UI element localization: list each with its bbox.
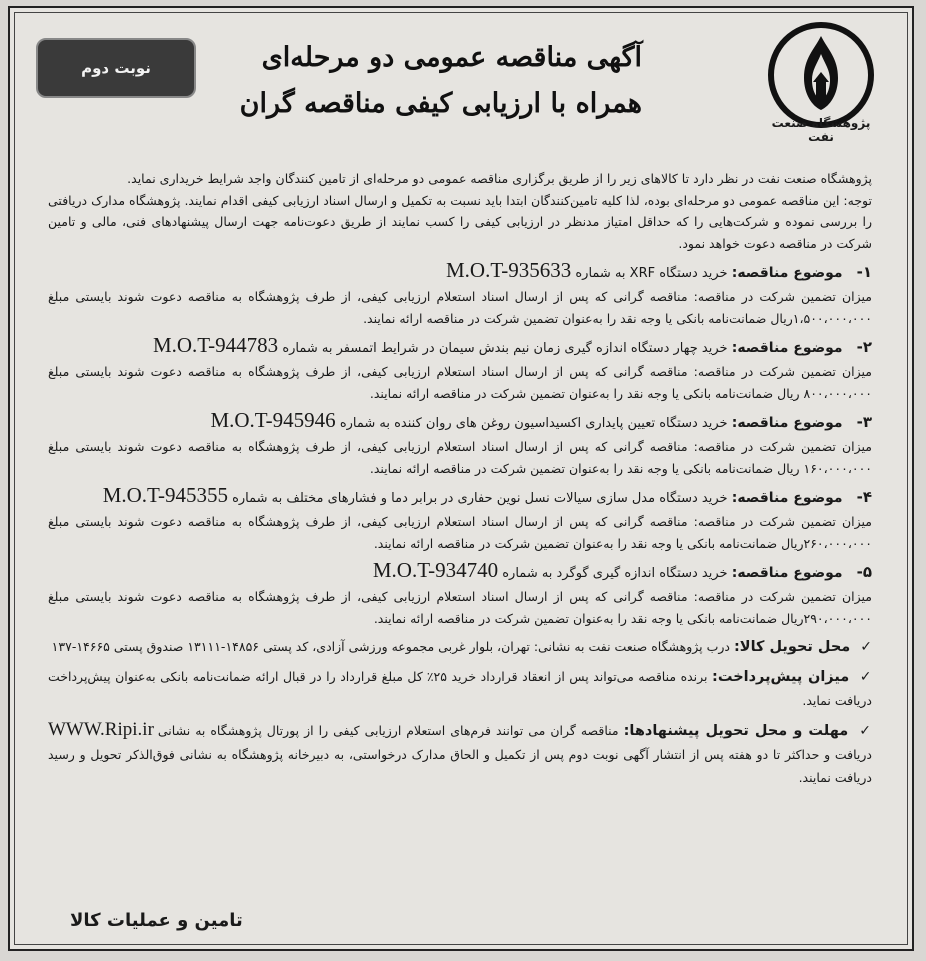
tender-item (48, 483, 872, 554)
tender-item-heading (48, 408, 872, 436)
check-icon: ✓ (859, 723, 872, 739)
tender-item (48, 558, 872, 629)
tender-item-code: M.O.T-945946 (210, 408, 336, 432)
tender-item-number: ۴- (856, 488, 872, 506)
tender-item-description: خرید دستگاه مدل سازی سیالات نسل نوین حفاری در برابر دما و فشارهای مختلف به شماره (232, 491, 728, 506)
tender-item (48, 333, 872, 404)
tender-item-code: M.O.T-934740 (372, 558, 499, 582)
tender-subject-label: موضوع مناقصه: (731, 340, 843, 356)
tender-item-description: خرید دستگاه اندازه گیری گوگرد به شماره (502, 566, 728, 581)
deadline-text-a: مناقصه گران می توانند فرم‌های استعلام ارزیابی کیفی را از پورتال پژوهشگاه به نشانی (157, 723, 619, 738)
deadline-section (48, 718, 872, 789)
tender-item-description: خرید دستگاه XRF به شماره (575, 266, 728, 281)
tender-item-heading (48, 558, 872, 586)
tender-subject-label: موضوع مناقصه: (731, 565, 843, 581)
tender-item-description: خرید چهار دستگاه اندازه گیری زمان نیم بندش سیمان در شرایط اتمسفر به شماره (282, 341, 728, 356)
tender-item-code: M.O.T-935633 (445, 258, 572, 282)
prepayment-label: میزان پیش‌پرداخت: (712, 669, 850, 685)
tender-item-code: M.O.T-944783 (152, 333, 279, 357)
tender-item (48, 258, 872, 329)
delivery-section (48, 635, 872, 659)
tender-item-description: خرید دستگاه تعیین پایداری اکسیداسیون روغن های روان کننده به شماره (339, 416, 728, 431)
footer-department: تامین و عملیات کالا (70, 910, 243, 931)
logo-caption: پژوهشگاه صنعت نفت (771, 116, 871, 144)
deadline-label: مهلت و محل تحویل پیشنهادها: (623, 723, 849, 739)
notice-frame (8, 6, 914, 951)
note-paragraph: توجه: این مناقصه عمومی دو مرحله‌ای بوده، لذا کلیه تامین‌کنندگان ابتدا باید نسبت به تکمیل و ارسال اسناد ارزیابی کیفی اقدام نمایند. پژوهشگاه مدارک دریافتی را بررسی نموده و شرکت‌هایی را که حداقل امتیاز مدنظر در ارزیابی کیفی را کسب نمایند از طریق دعوت‌نامه جهت ارسال پیشنهادهای فنی، مالی و تامین شرکت در مناقصه دعوت خواهد نمود. (48, 192, 872, 251)
tender-item-code: M.O.T-945355 (102, 483, 228, 507)
portal-link[interactable]: WWW.Ripi.ir (48, 719, 154, 740)
tender-item-number: ۵- (856, 563, 872, 581)
notice-subtitle: همراه با ارزیابی کیفی مناقصه گران (239, 88, 642, 119)
tender-item-heading (48, 483, 872, 511)
tender-item-number: ۳- (856, 413, 872, 431)
tender-item-heading (48, 258, 872, 286)
check-icon: ✓ (860, 639, 872, 655)
delivery-label: محل تحویل کالا: (733, 639, 851, 655)
tender-items-list (48, 258, 872, 629)
tender-item-guarantee: میزان تضمین شرکت در مناقصه: مناقصه گرانی که پس از ارسال اسناد استعلام ارزیابی کیفی، از طرف پژوهشگاه به مناقصه دعوت شوند بایستی مبلغ ۱،۵۰۰،۰۰۰،۰۰۰ریال ضمانت‌نامه بانکی یا وجه نقد را به‌عنوان تضمین شرکت در مناقصه ارائه نمایند. (48, 289, 872, 326)
tender-subject-label: موضوع مناقصه: (731, 415, 843, 431)
edition-badge: نوبت دوم (36, 38, 196, 98)
notice-body (48, 168, 872, 789)
tender-item-heading (48, 333, 872, 361)
tender-item-guarantee: میزان تضمین شرکت در مناقصه: مناقصه گرانی که پس از ارسال اسناد استعلام ارزیابی کیفی، از طرف پژوهشگاه به مناقصه دعوت شوند بایستی مبلغ ۲۶۰،۰۰۰،۰۰۰ریال ضمانت‌نامه بانکی یا وجه نقد را به‌عنوان تضمین شرکت در مناقصه ارائه نمایند. (48, 514, 872, 551)
tender-subject-label: موضوع مناقصه: (731, 265, 843, 281)
deadline-text-b: دریافت و حداکثر تا دو هفته پس از انتشار آگهی نوبت دوم پس از تکمیل و الحاق مدارک درخواستی، به دبیرخانه پژوهشگاه به نشانی فوق‌الذکر تحویل و رسید دریافت نمایند. (48, 747, 872, 785)
tender-item-guarantee: میزان تضمین شرکت در مناقصه: مناقصه گرانی که پس از ارسال اسناد استعلام ارزیابی کیفی، از طرف پژوهشگاه به مناقصه دعوت شوند بایستی مبلغ ۸۰۰،۰۰۰،۰۰۰ ریال ضمانت‌نامه بانکی یا وجه نقد را به‌عنوان تضمین شرکت در مناقصه ارائه نمایند. (48, 364, 872, 401)
delivery-text: درب پژوهشگاه صنعت نفت به نشانی: تهران، بلوار غربی مجموعه ورزشی آزادی، کد پستی ۱۴۸۵۶-۱۳۱۱۱ صندوق پستی ۱۴۶۶۵-۱۳۷ (51, 639, 730, 654)
prepayment-text: برنده مناقصه می‌تواند پس از انعقاد قرارداد خرید ۲۵٪ کل مبلغ قرارداد را در قبال ارائه ضمانت‌نامه بانکی به‌عنوان پیش‌پرداخت دریافت نماید. (48, 669, 872, 708)
notice-title: آگهی مناقصه عمومی دو مرحله‌ای (261, 42, 642, 73)
tender-item-number: ۱- (856, 263, 872, 281)
tender-item-number: ۲- (856, 338, 872, 356)
tender-subject-label: موضوع مناقصه: (731, 490, 843, 506)
intro-paragraph: پژوهشگاه صنعت نفت در نظر دارد تا کالاهای زیر را از طریق برگزاری مناقصه عمومی دو مرحله‌ای از تامین کنندگان واجد شرایط خریداری نماید. (127, 171, 872, 186)
prepayment-section (48, 665, 872, 712)
tender-item-guarantee: میزان تضمین شرکت در مناقصه: مناقصه گرانی که پس از ارسال اسناد استعلام ارزیابی کیفی، از طرف پژوهشگاه به مناقصه دعوت شوند بایستی مبلغ ۲۹۰،۰۰۰،۰۰۰ریال ضمانت‌نامه بانکی یا وجه نقد را به‌عنوان تضمین شرکت در مناقصه ارائه نمایند. (48, 589, 872, 626)
tender-item-guarantee: میزان تضمین شرکت در مناقصه: مناقصه گرانی که پس از ارسال اسناد استعلام ارزیابی کیفی، از طرف پژوهشگاه به مناقصه دعوت شوند بایستی مبلغ ۱۶۰،۰۰۰،۰۰۰ ریال ضمانت‌نامه بانکی یا وجه نقد را به‌عنوان تضمین شرکت در مناقصه ارائه نمایند. (48, 439, 872, 476)
tender-item (48, 408, 872, 479)
ripi-logo-icon (766, 20, 876, 130)
check-icon: ✓ (859, 669, 872, 685)
